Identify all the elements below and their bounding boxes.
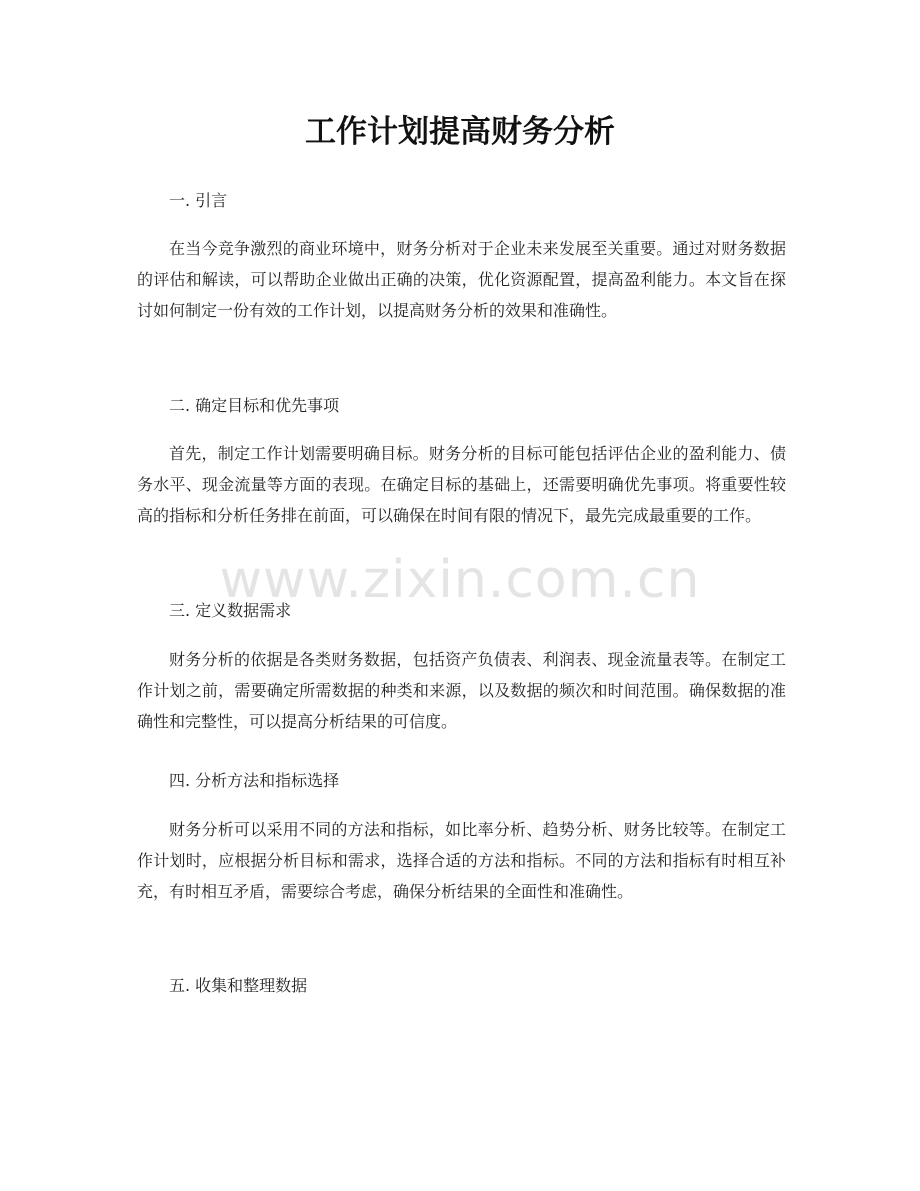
section-body-data-needs: 财务分析的依据是各类财务数据，包括资产负债表、利润表、现金流量表等。在制定工作计划之前，需要确定所需数据的种类和来源，以及数据的频次和时间范围。确保数据的准确性和完整性，可以提高分析结果的可信度。 xyxy=(137,650,786,731)
section-body-methods: 财务分析可以采用不同的方法和指标，如比率分析、趋势分析、财务比较等。在制定工作计划时，应根据分析目标和需求，选择合适的方法和指标。不同的方法和指标有时相互补充，有时相互矛盾，需要综合考虑，确保分析结果的全面性和准确性。 xyxy=(137,820,786,901)
section-heading-data-needs: 三. 定义数据需求 xyxy=(169,601,292,620)
section-heading-intro: 一. 引言 xyxy=(169,191,228,210)
section-heading-collect-data: 五. 收集和整理数据 xyxy=(169,976,308,995)
watermark: www.zixin.com.cn xyxy=(219,550,701,610)
section-body-goals: 首先，制定工作计划需要明确目标。财务分析的目标可能包括评估企业的盈利能力、债务水平、现金流量等方面的表现。在确定目标的基础上，还需要明确优先事项。将重要性较高的指标和分析任务排在前面，可以确保在时间有限的情况下，最先完成最重要的工作。 xyxy=(137,444,786,525)
section-heading-goals: 二. 确定目标和优先事项 xyxy=(169,396,340,415)
section-body-intro: 在当今竞争激烈的商业环境中，财务分析对于企业未来发展至关重要。通过对财务数据的评估和解读，可以帮助企业做出正确的决策，优化资源配置，提高盈利能力。本文旨在探讨如何制定一份有效的工作计划，以提高财务分析的效果和准确性。 xyxy=(137,239,786,320)
section-heading-methods: 四. 分析方法和指标选择 xyxy=(169,771,340,790)
document-title: 工作计划提高财务分析 xyxy=(305,114,615,150)
